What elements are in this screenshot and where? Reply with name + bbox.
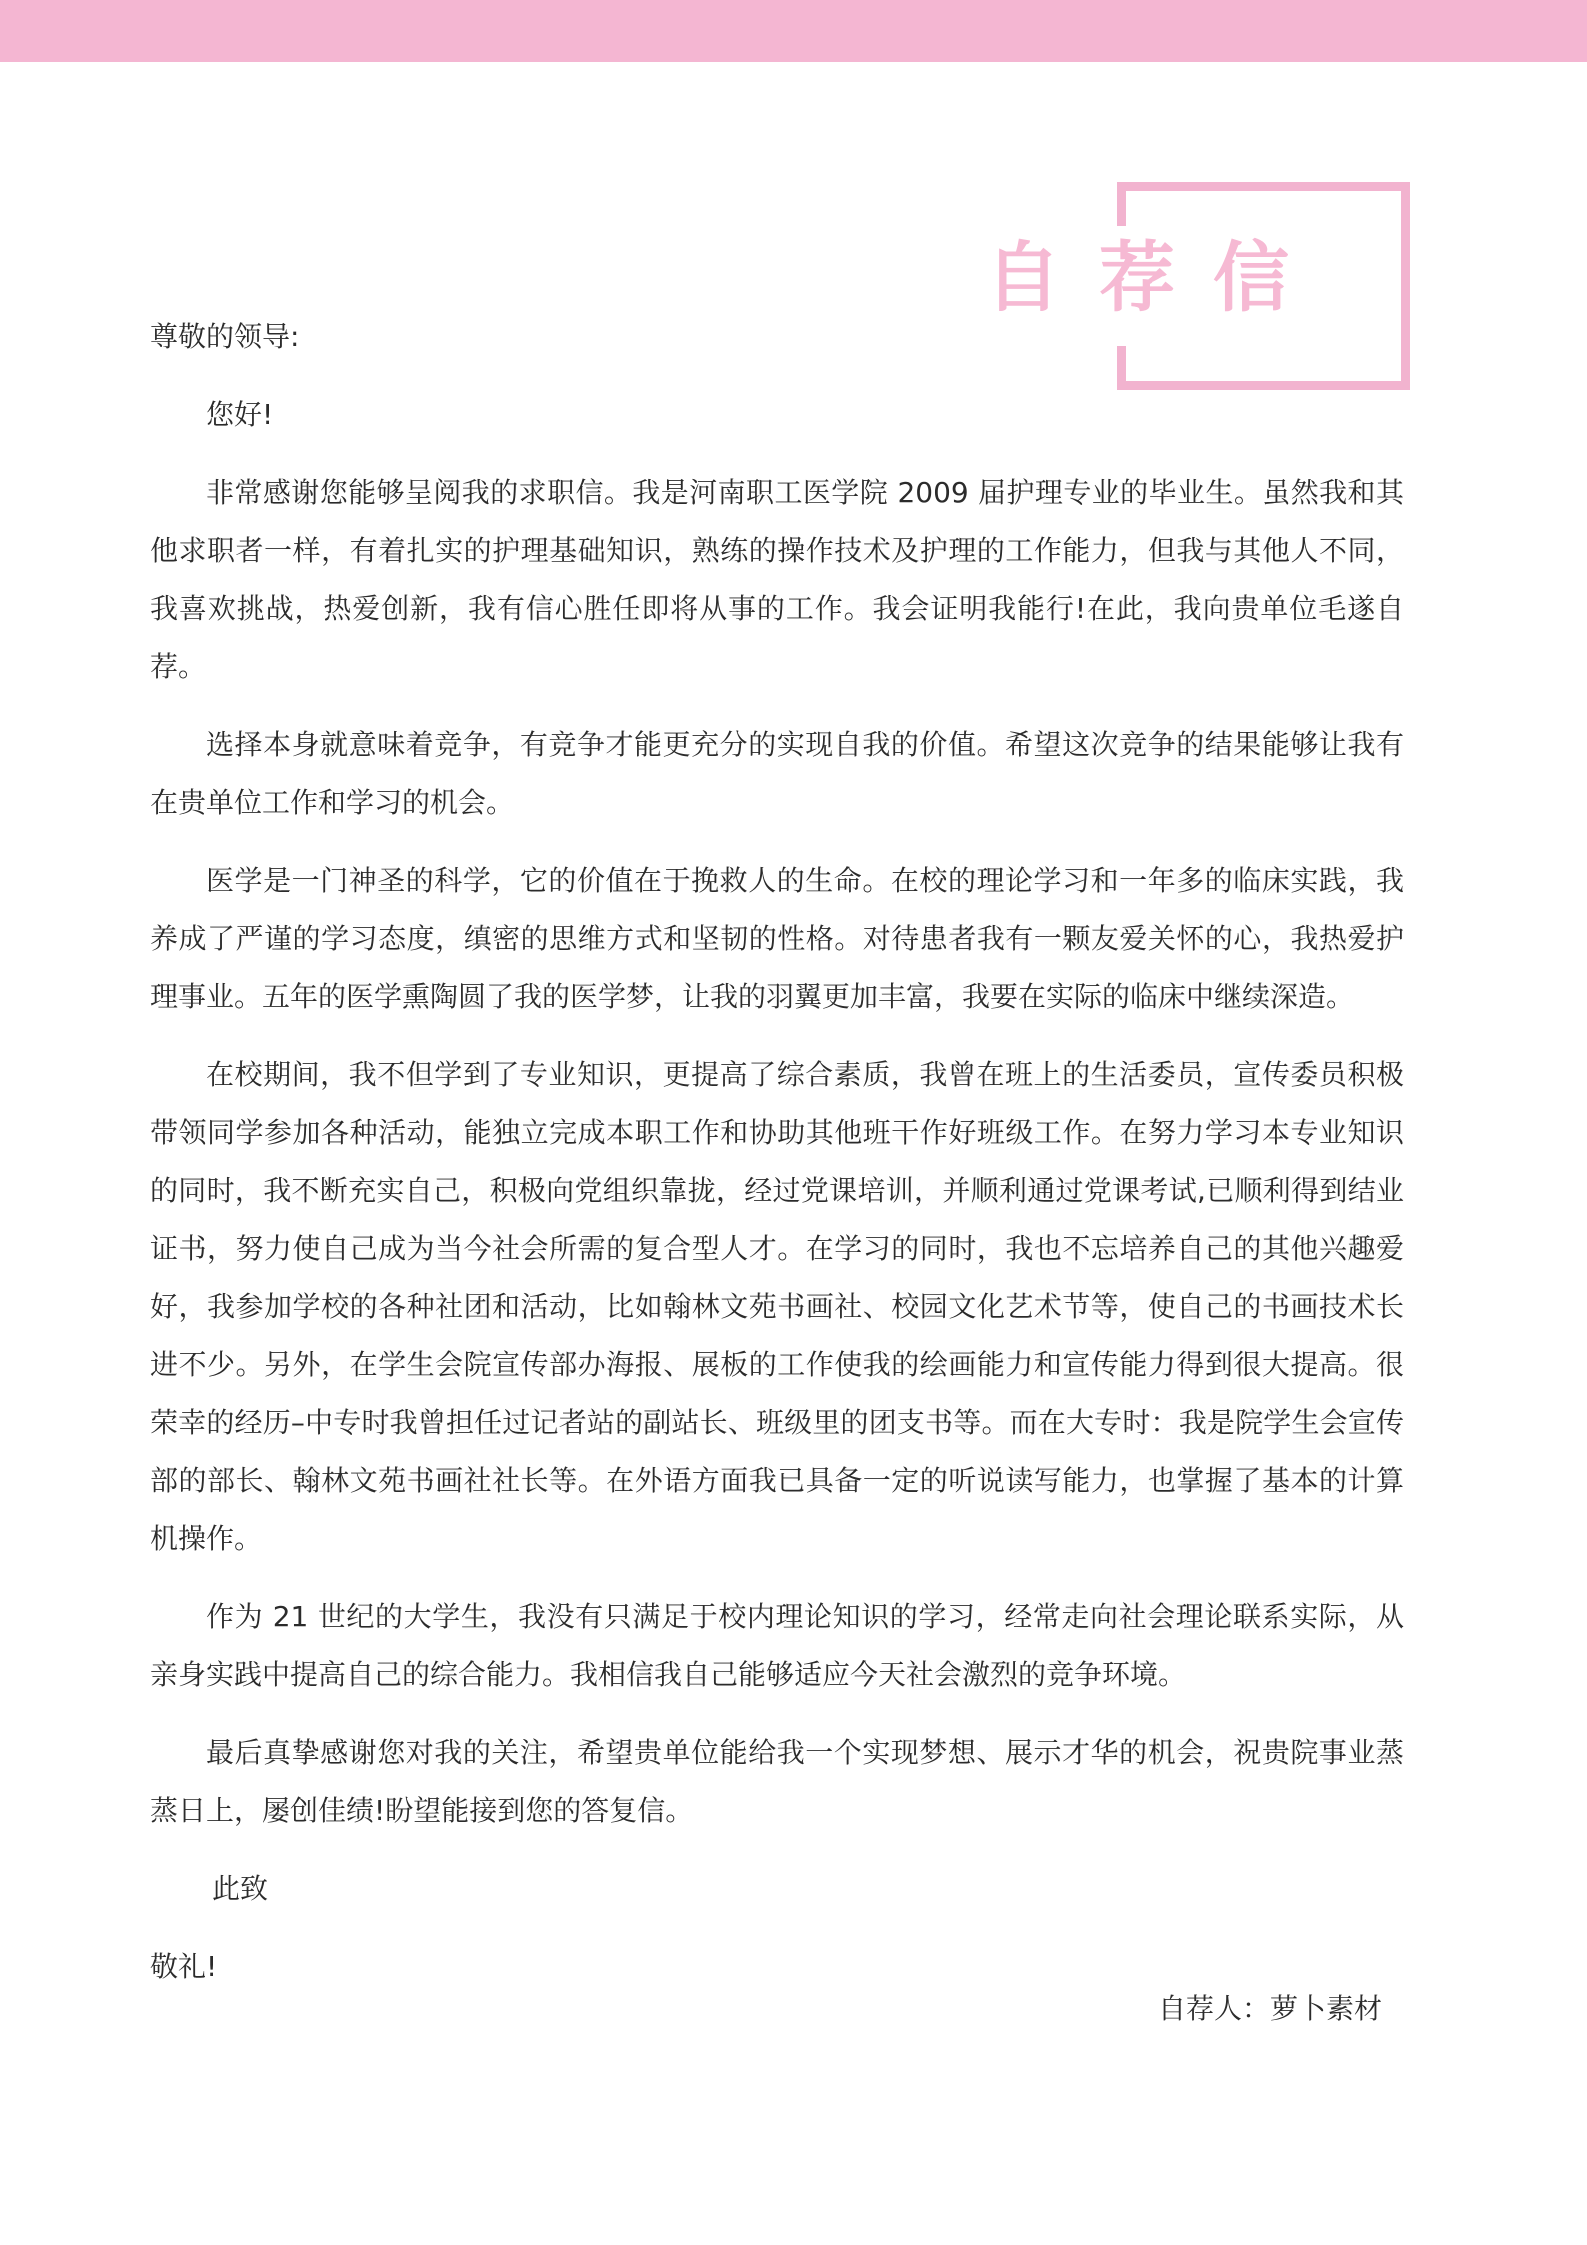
letter-title: 自荐信 (985, 233, 1327, 322)
signature: 自荐人：萝卜素材 (1158, 1992, 1383, 2025)
school-experience-paragraph: 在校期间，我不但学到了专业知识，更提高了综合素质，我曾在班上的生活委员，宣传委员积极带领同学参加各种活动，能独立完成本职工作和协助其他班干作好班级工作。在努力学习本专业知识的同时，我不断充实自己，积极向党组织靠拢，经过党课培训，并顺利通过党课考试,已顺利得到结业证书，努力使自己成为当今社会所需的复合型人才。在学习的同时，我也不忘培养自己的其他兴趣爱好，我参加学校的各种社团和活动，比如翰林文苑书画社、校园文化艺术节等，使自己的书画技术长进不少。另外，在学生会院宣传部办海报、展板的工作使我的绘画能力和宣传能力得到很大提高。很荣幸的经历–中专时我曾担任过记者站的副站长、班级里的团支书等。而在大专时：我是院学生会宣传部的部长、翰林文苑书画社社长等。在外语方面我已具备一定的听说读写能力，也掌握了基本的计算机操作。 (150, 1058, 1404, 1555)
thanks-paragraph: 最后真挚感谢您对我的关注，希望贵单位能给我一个实现梦想、展示才华的机会，祝贵院事业蒸蒸日上，屡创佳绩!盼望能接到您的答复信。 (150, 1736, 1404, 1827)
greeting-paragraph: 您好! (206, 398, 274, 431)
salutation: 尊敬的领导: (150, 320, 300, 353)
practice-paragraph: 作为 21 世纪的大学生，我没有只满足于校内理论知识的学习，经常走向社会理论联系实际，从亲身实践中提高自己的综合能力。我相信我自己能够适应今天社会激烈的竞争环境。 (150, 1600, 1404, 1691)
medicine-paragraph: 医学是一门神圣的科学，它的价值在于挽救人的生命。在校的理论学习和一年多的临床实践，我养成了严谨的学习态度，缜密的思维方式和坚韧的性格。对待患者我有一颗友爱关怀的心，我热爱护理事业。五年的医学熏陶圆了我的医学梦，让我的羽翼更加丰富，我要在实际的临床中继续深造。 (150, 864, 1404, 1013)
closing-phrase: 此致 (212, 1872, 269, 1905)
regards-phrase: 敬礼! (150, 1950, 218, 1983)
letter-body (150, 308, 1404, 1996)
top-decorative-bar (0, 0, 1587, 62)
intro-paragraph: 非常感谢您能够呈阅我的求职信。我是河南职工医学院 2009 届护理专业的毕业生。虽然我和其他求职者一样，有着扎实的护理基础知识，熟练的操作技术及护理的工作能力，但我与其他人不同，我喜欢挑战，热爱创新，我有信心胜任即将从事的工作。我会证明我能行!在此，我向贵单位毛遂自荐。 (150, 476, 1404, 683)
competition-paragraph: 选择本身就意味着竞争，有竞争才能更充分的实现自我的价值。希望这次竞争的结果能够让我有在贵单位工作和学习的机会。 (150, 728, 1404, 819)
